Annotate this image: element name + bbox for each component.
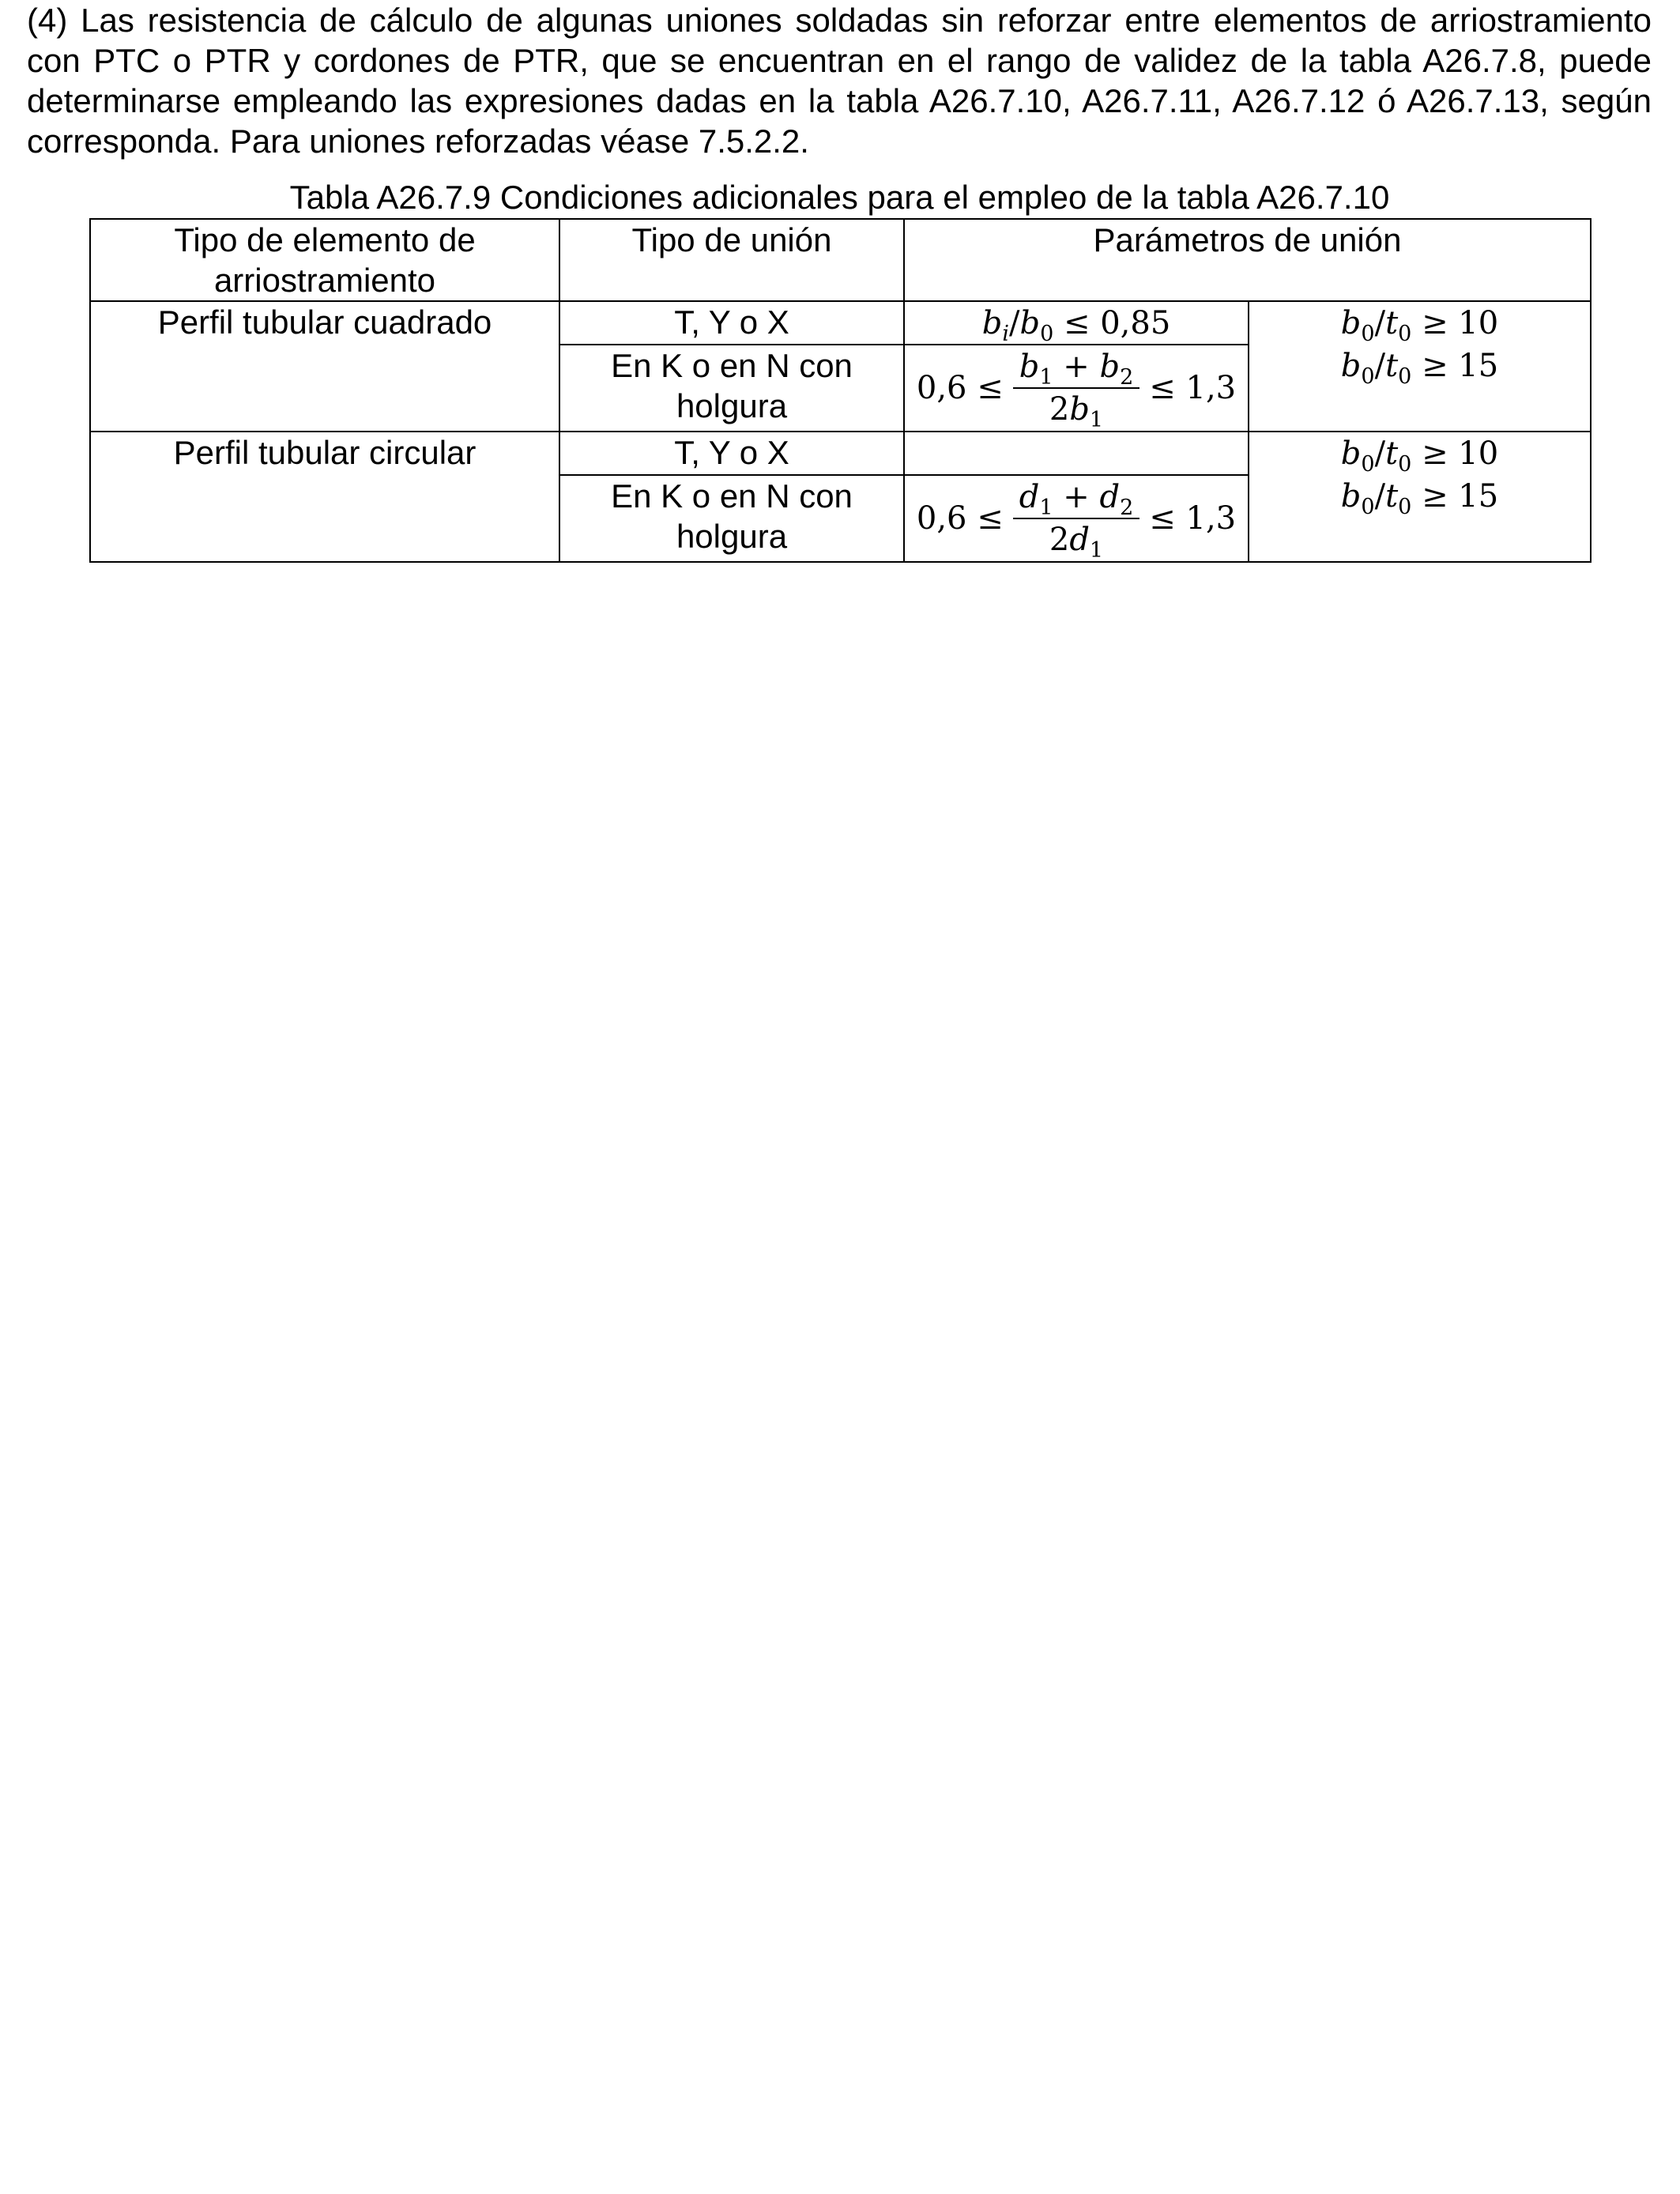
header-element-type: Tipo de elemento de arriostramiento [90, 219, 559, 301]
element-circular-tube: Perfil tubular circular [90, 432, 559, 562]
header-union-type: Tipo de unión [559, 219, 904, 301]
fraction-inequality [910, 476, 1243, 561]
table-caption: Tabla A26.7.9 Condiciones adicionales para el empleo de la tabla A26.7.10 [289, 179, 1390, 216]
fraction-numerator: $d_1 + d_2$ [1013, 478, 1140, 519]
condition-cell [904, 301, 1249, 345]
inequality-upper: ≤ 1,3 [1149, 500, 1237, 537]
table-row [90, 432, 1591, 475]
formula-b0-t0: $b_0/t_0 \ge 15$ [1340, 348, 1499, 389]
fraction-denominator: $2b_1$ [1049, 391, 1104, 432]
formula-b0-t0: $b_0/t_0 \ge 10$ [1340, 305, 1499, 345]
intro-paragraph: (4) Las resistencia de cálculo de algunas uniones soldadas sin reforzar entre elementos de arriostramiento con PTC o PTR y cordones de PTR, que se encuentran en el rango de validez de la tabla A26.7.8, puede determinarse empleando las expresiones dadas en la tabla A26.7.10, A26.7.11, A26.7.12 ó A26.7.13, según corresponda. Para uniones reforzadas véase 7.5.2.2. [27, 2, 1652, 160]
inequality-lower: 0,6 ≤ [916, 500, 1004, 537]
union-type-cell: T, Y o X [559, 301, 904, 345]
table-header-row [90, 219, 1591, 301]
slenderness-cell [1249, 432, 1591, 475]
fraction-inequality [910, 345, 1243, 431]
union-type-cell: En K o en N con holgura [559, 345, 904, 432]
formula-b0-t0: $b_0/t_0 \ge 15$ [1340, 478, 1499, 519]
fraction-denominator: $2d_1$ [1049, 522, 1104, 562]
formula-bi-b0: $b_i/b_0 \le 0,85$ [981, 305, 1171, 345]
slenderness-cell [1249, 345, 1591, 432]
union-type-cell: T, Y o X [559, 432, 904, 475]
table-row [90, 301, 1591, 345]
element-square-tube: Perfil tubular cuadrado [90, 301, 559, 432]
slenderness-cell [1249, 475, 1591, 562]
header-union-params: Parámetros de unión [904, 219, 1591, 301]
joint-conditions-table [89, 218, 1591, 563]
inequality-upper: ≤ 1,3 [1149, 370, 1237, 406]
condition-cell [904, 475, 1249, 562]
condition-cell [904, 432, 1249, 475]
condition-cell [904, 345, 1249, 432]
inequality-lower: 0,6 ≤ [916, 370, 1004, 406]
slenderness-cell [1249, 301, 1591, 345]
formula-b0-t0: $b_0/t_0 \ge 10$ [1340, 435, 1499, 475]
union-type-cell: En K o en N con holgura [559, 475, 904, 562]
fraction-numerator: $b_1 + b_2$ [1013, 348, 1140, 389]
fraction [1013, 478, 1140, 562]
fraction [1013, 348, 1140, 432]
